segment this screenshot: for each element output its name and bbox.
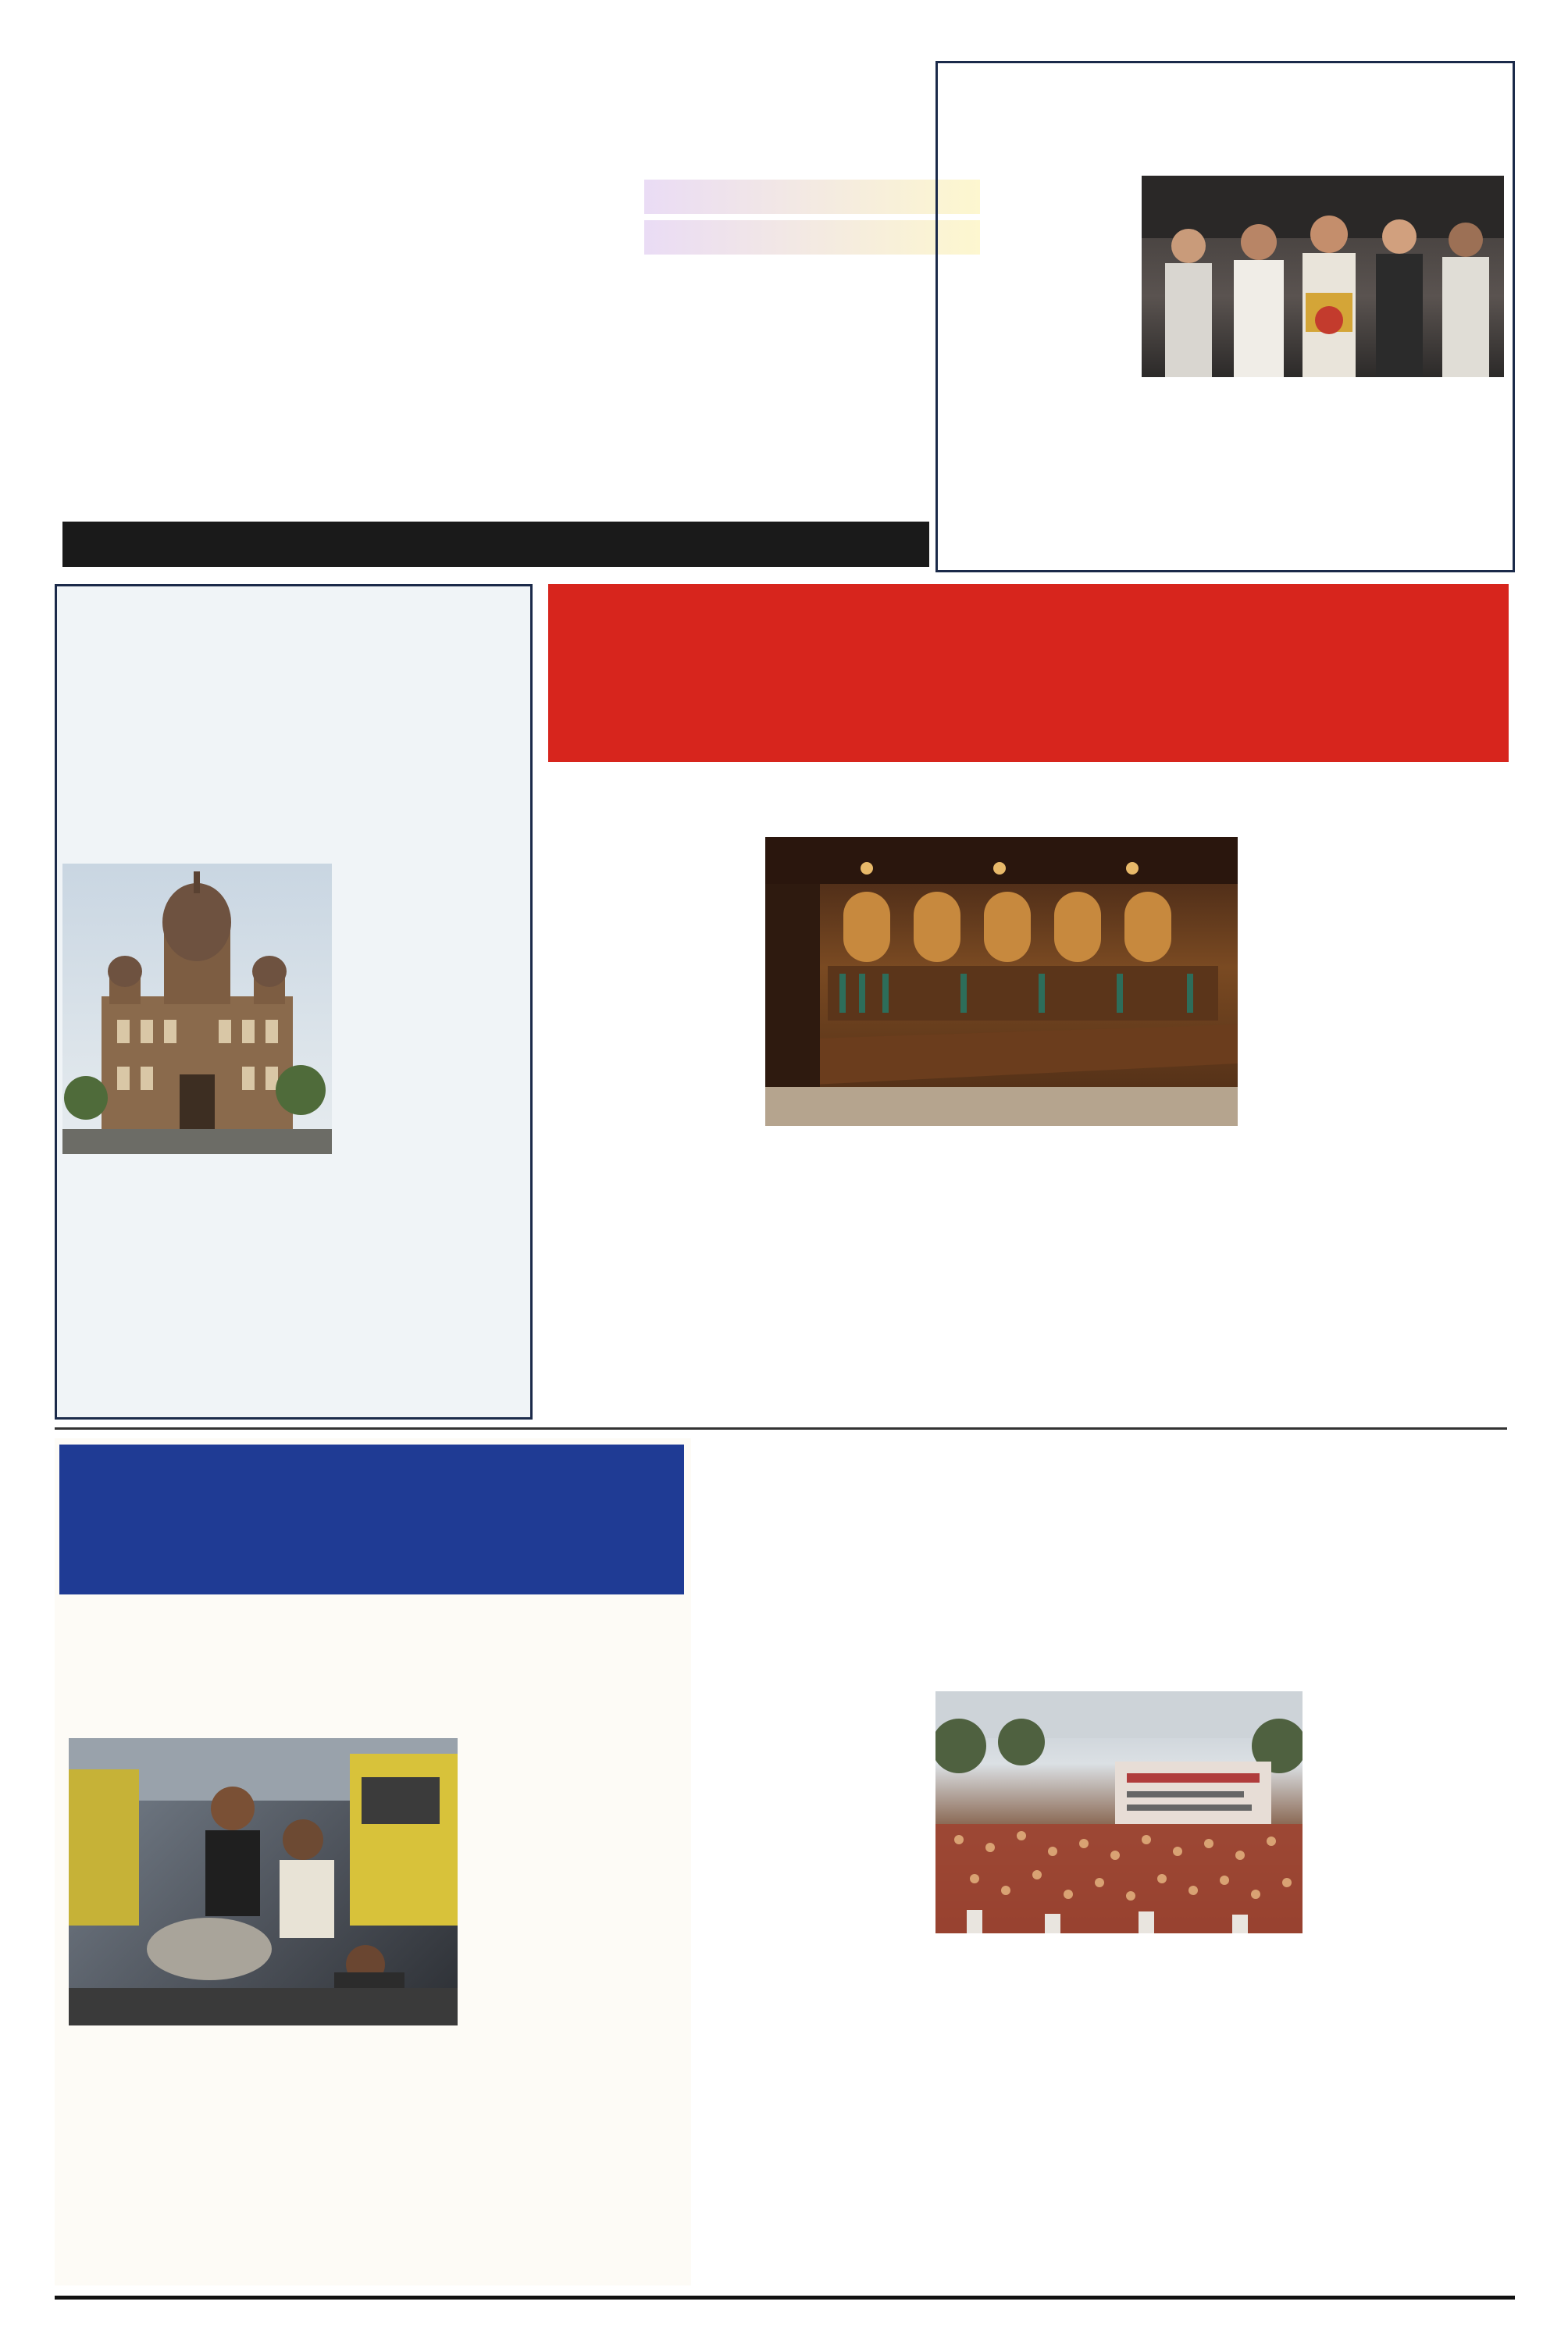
daru-col3-bottom (1039, 1133, 1507, 1431)
masthead-paan (644, 220, 980, 255)
kurla-col2-bottom-2 (384, 2107, 677, 2207)
daru-column-1 (554, 769, 764, 1141)
kurla-col1-bottom-2 (69, 2157, 362, 2231)
kurla-fight-photo (69, 1738, 458, 2025)
kurla-col2-top (384, 1605, 677, 1705)
kurla-col2-bottom-1 (384, 2030, 677, 2104)
kurla-headline-banner (59, 1445, 684, 1594)
editor-bar (62, 522, 929, 567)
vadhavan-left-bottom (707, 1936, 1113, 2280)
vasai-paragraph-1 (953, 380, 1504, 426)
vasai-meeting-photo (1142, 176, 1504, 377)
palghar-protest-photo (935, 1691, 1303, 1933)
daru-col12-bottom (554, 1133, 1023, 1431)
masthead-varsh (644, 180, 980, 214)
vadhavan-top-left (707, 1593, 1113, 1693)
section-divider (55, 1427, 1507, 1430)
vasai-lead (953, 178, 1132, 379)
bmc-building-photo (62, 864, 332, 1154)
vadhavan-right-bottom-1 (1124, 1936, 1515, 2135)
daru-headline-banner (548, 584, 1509, 762)
kurla-col1-bottom-1 (69, 2030, 362, 2154)
daru-column-3 (1269, 769, 1507, 1141)
liquor-bar-photo (765, 837, 1238, 1126)
masthead (47, 47, 929, 578)
vadhavan-right-bottom-2 (1124, 2158, 1515, 2258)
arakshan-lead (70, 834, 523, 859)
arakshan-side-text (340, 864, 523, 1207)
vadhavan-right-col (1312, 1691, 1515, 1943)
page-bottom-rule (55, 2296, 1515, 2300)
kurla-col1-top (69, 1605, 362, 1705)
kurla-col2-side (465, 1710, 678, 2030)
vadhavan-top-right (1124, 1593, 1515, 1667)
vadhavan-left-col (707, 1691, 932, 1941)
arakshan-bottom-text (62, 1235, 523, 1409)
vasai-paragraph-2 (953, 436, 1504, 561)
